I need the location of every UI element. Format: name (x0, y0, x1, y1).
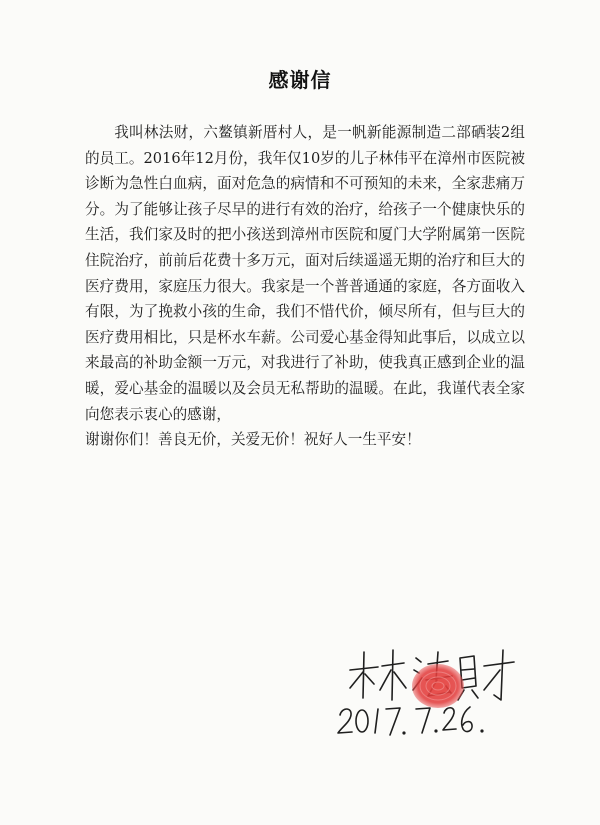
handwritten-date (330, 695, 500, 745)
letter-body (85, 120, 525, 453)
letter-paragraph: 我叫林法财，六鳌镇新厝村人，是一帆新能源制造二部硒装2组的员工。2016年12月份，我年仅10岁的儿子林伟平在漳州市医院被诊断为急性白血病，面对危急的病情和不可预知的未来，全家悲痛万分。为了能够让孩子尽早的进行有效的治疗，给孩子一个健康快乐的生活，我们家及时的把小孩送到漳州市医院和厦门大学附属第一医院住院治疗，前前后花费十多万元，面对后续遥遥无期的治疗和巨大的医疗费用，家庭压力很大。我家是一个普普通通的家庭，各方面收入有限，为了挽救小孩的生命，我们不惜代价，倾尽所有，但与巨大的医疗费用相比，只是杯水车薪。公司爱心基金得知此事后，以成立以来最高的补助金额一万元，对我进行了补助，使我真正感到企业的温暖，爱心基金的温暖以及会员无私帮助的温暖。在此，我谨代表全家向您表示衷心的感谢， (85, 124, 525, 423)
letter-title: 感谢信 (268, 68, 332, 92)
letter-closing: 谢谢你们！善良无价，关爱无价！祝好人一生平安！ (85, 431, 421, 449)
